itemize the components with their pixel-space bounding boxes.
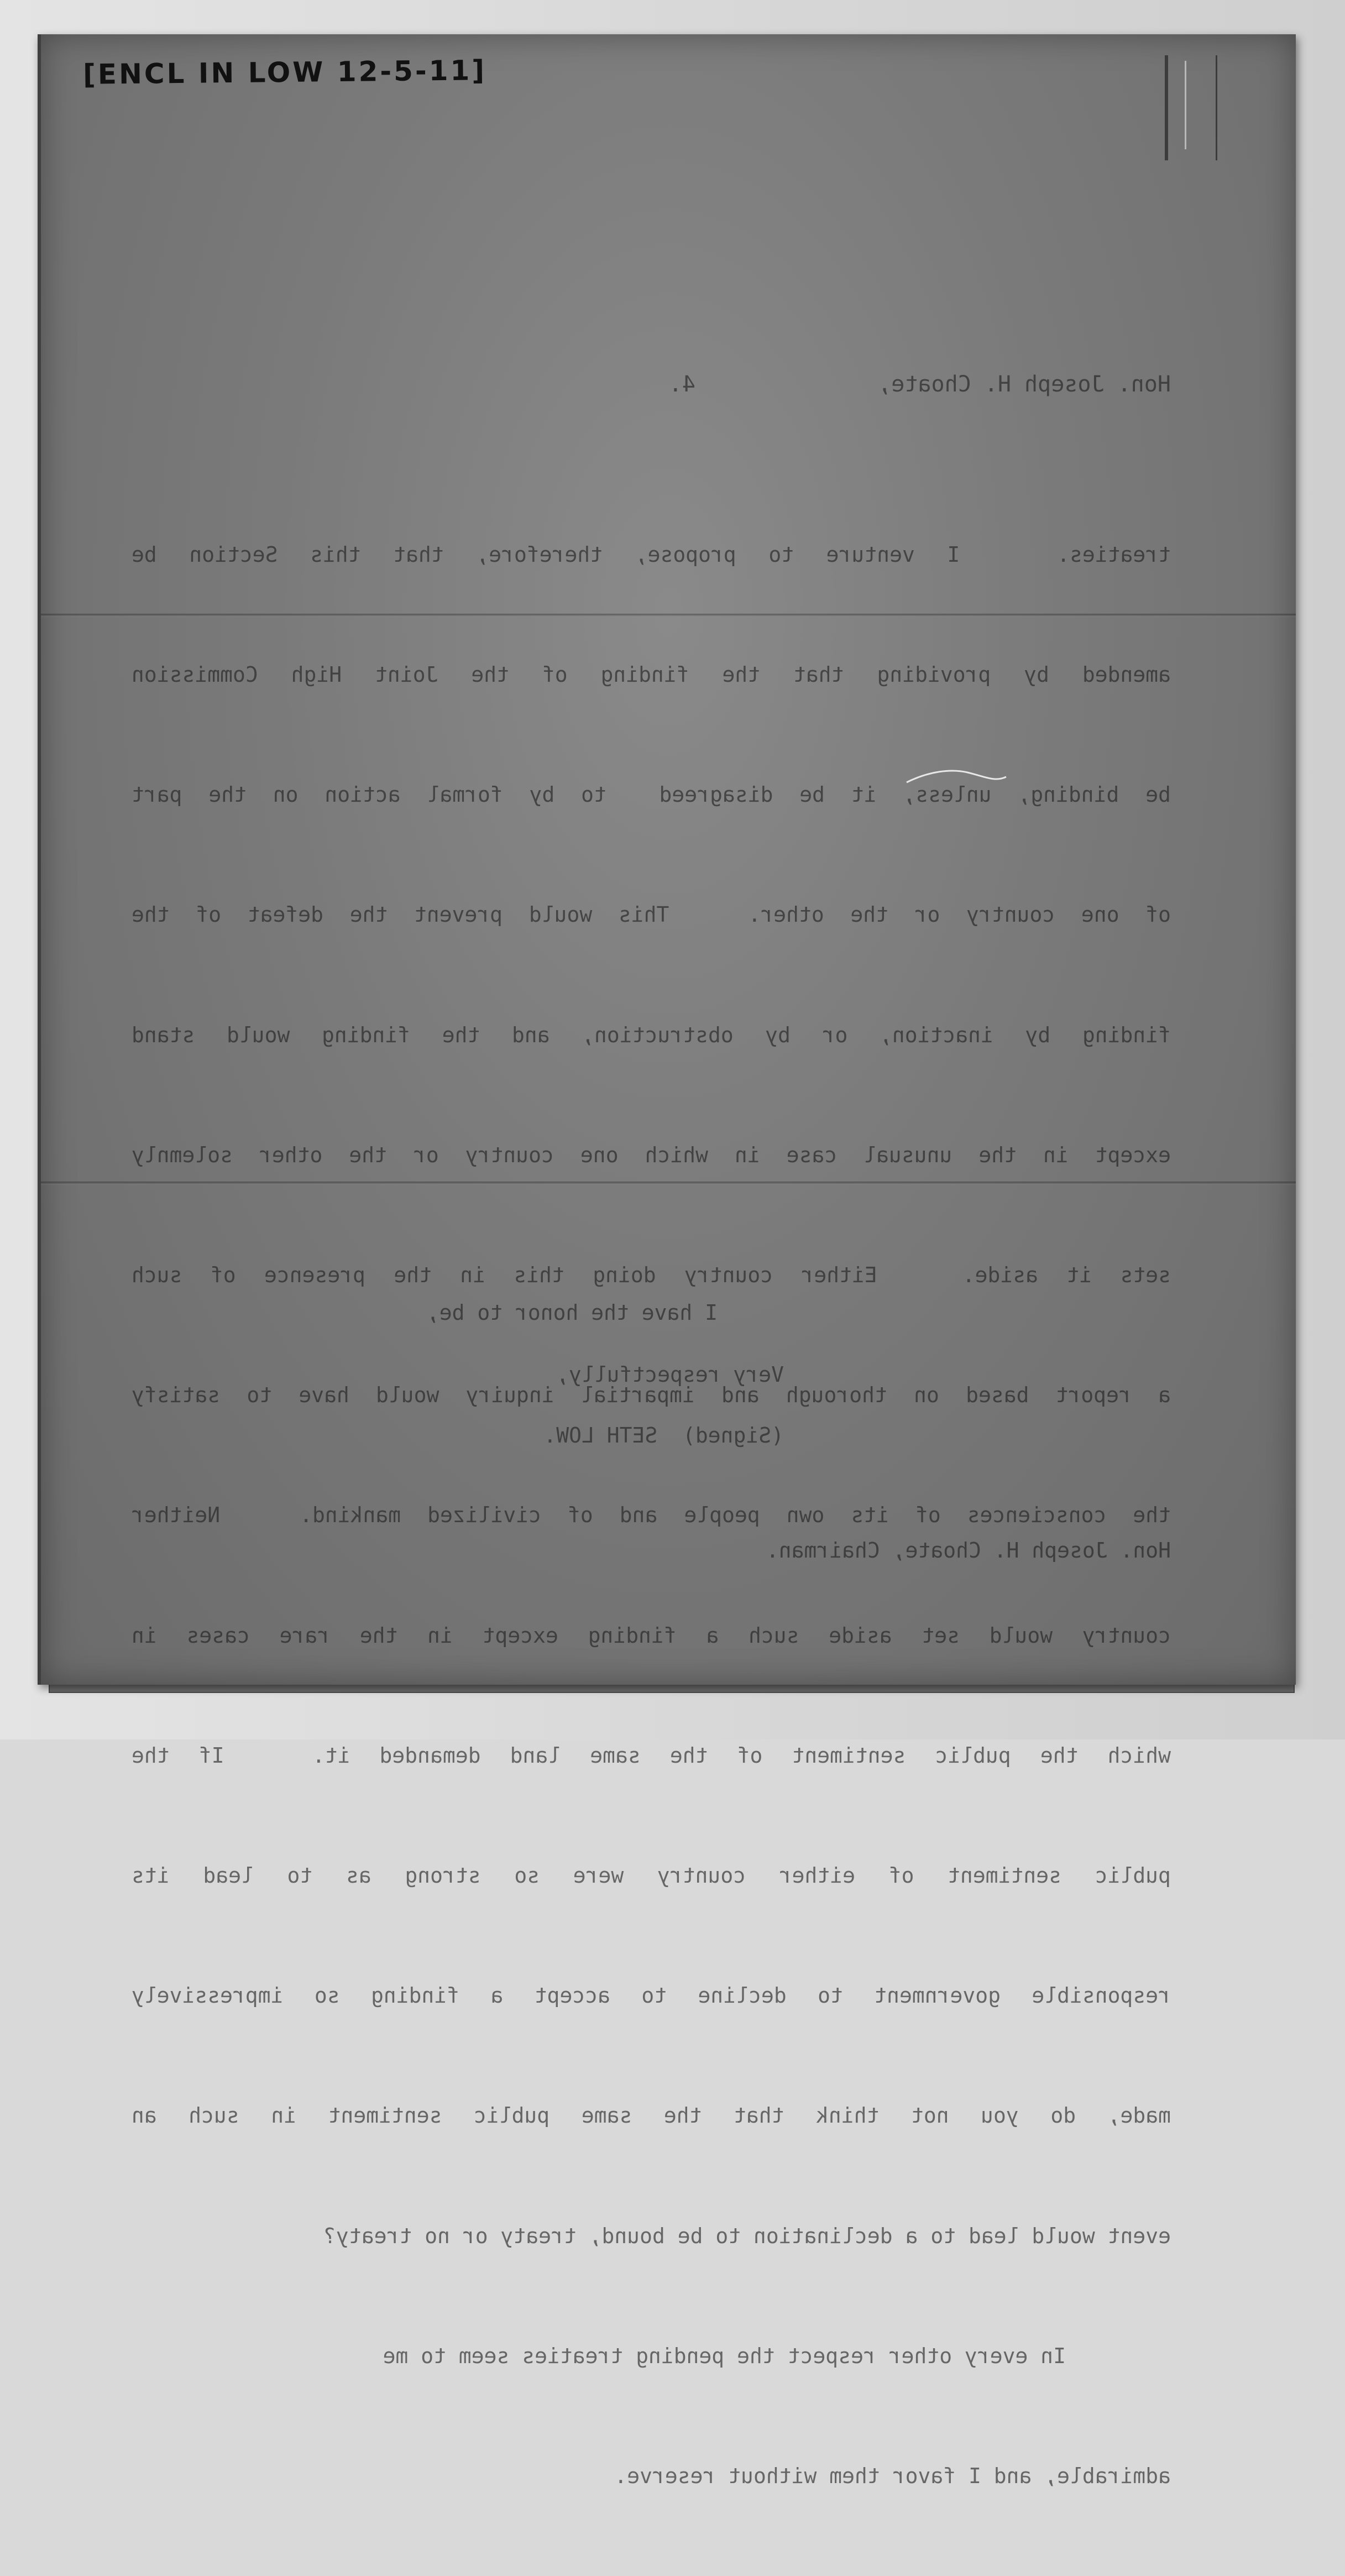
body-line: which the public sentiment of the same land demanded it. If the	[132, 1743, 1171, 1768]
letter-closing	[38, 1300, 1292, 1466]
body-line: In every other respect the pending treaties seem to me	[383, 2343, 1066, 2368]
body-line: the consciences of its own people and of civilized mankind. Neither	[132, 1503, 1171, 1528]
body-line: of one country or the other. This would prevent the defeat of the	[132, 902, 1171, 927]
stray-fiber	[907, 766, 1006, 788]
body-line: admirable, and I favor them without reserve.	[614, 2464, 1171, 2489]
signature: (Signed) SETH LOW.	[543, 1423, 784, 1448]
closing-greeting: I have the honor to be,	[426, 1300, 718, 1325]
body-line: responsible government to decline to accept a finding so impressively	[132, 1983, 1171, 2008]
body-line: amended by providing that the finding of the Joint High Commission	[132, 662, 1171, 687]
body-line: finding by inaction, or by obstruction, and the finding would stand	[132, 1022, 1171, 1047]
handwritten-annotation: [ENCL IN LOW 12-5-11]	[82, 54, 487, 91]
body-line: a report based on thorough and impartial inquiry would have to satisfy	[132, 1383, 1171, 1408]
page-number: 4.	[668, 372, 695, 397]
letter-body	[132, 454, 1171, 2576]
closing-phrase: Very respectfully,	[556, 1362, 784, 1387]
body-line: sets it aside. Either country doing this in the presence of such	[132, 1263, 1171, 1288]
body-line: be binding, unless, it be disagreed to by formal action on the part	[132, 782, 1171, 807]
letter-header: Hon. Joseph H. Choate,	[878, 372, 1171, 397]
body-line: treaties. I venture to propose, therefore, that this Section be	[132, 542, 1171, 567]
body-line: public sentiment of either country were so strong as to lead its	[132, 1863, 1171, 1888]
mirrored-typescript	[38, 34, 1292, 2489]
body-line: made, do you not think that the same public sentiment in such an	[132, 2103, 1171, 2128]
addressee: Hon. Joseph H. Choate, Chairman.	[766, 1538, 1171, 1563]
body-line: country would set aside such a finding except in the rare cases in	[132, 1623, 1171, 1648]
body-line: event would lead to a declination to be bound, treaty or no treaty?	[323, 2223, 1171, 2248]
body-line: except in the unusual case in which one country or the other solemnly	[132, 1142, 1171, 1167]
